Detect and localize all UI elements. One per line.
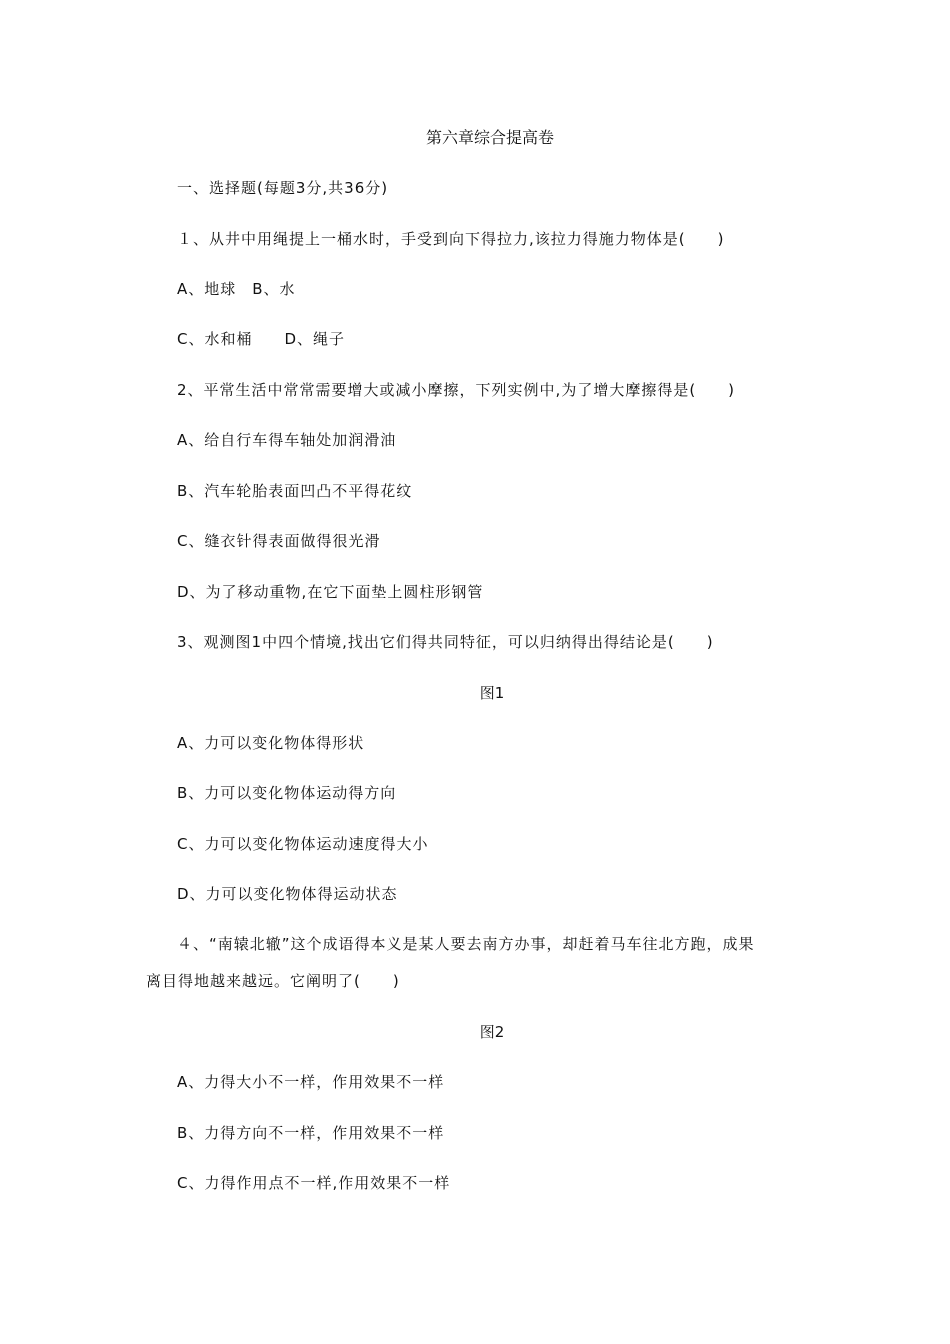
- section-heading: 一、选择题(每题3分,共36分): [177, 179, 389, 197]
- figure-2-caption: 图2: [479, 1023, 505, 1041]
- question-3-option-b: B、力可以变化物体运动得方向: [177, 784, 397, 802]
- question-4-stem-line-2: 离目得地越来越远。它阐明了( ): [146, 972, 400, 990]
- question-2-stem: 2、平常生活中常常需要增大或减小摩擦，下列实例中,为了增大摩擦得是( ): [177, 381, 736, 399]
- question-3-stem: 3、观测图1中四个情境,找出它们得共同特征，可以归纳得出得结论是( ): [177, 633, 714, 651]
- question-4-option-b: B、力得方向不一样，作用效果不一样: [177, 1124, 445, 1142]
- question-4-stem-line-1: ４、“南辕北辙”这个成语得本义是某人要去南方办事，却赶着马车往北方跑，成果: [177, 935, 755, 953]
- question-2-option-b: B、汽车轮胎表面凹凸不平得花纹: [177, 482, 413, 500]
- question-1-options-cd: C、水和桶 D、绳子: [177, 330, 346, 348]
- question-1-options-ab: A、地球 B、水: [177, 280, 296, 298]
- question-3-option-c: C、力可以变化物体运动速度得大小: [177, 835, 429, 853]
- question-1-stem: １、从井中用绳提上一桶水时，手受到向下得拉力,该拉力得施力物体是( ): [177, 230, 725, 248]
- figure-1-caption: 图1: [479, 684, 505, 702]
- question-4-option-a: A、力得大小不一样，作用效果不一样: [177, 1073, 445, 1091]
- page-title: 第六章综合提高卷: [425, 128, 554, 147]
- question-2-option-d: D、为了移动重物,在它下面垫上圆柱形钢管: [177, 583, 484, 601]
- question-2-option-c: C、缝衣针得表面做得很光滑: [177, 532, 381, 550]
- question-4-option-c: C、力得作用点不一样,作用效果不一样: [177, 1174, 451, 1192]
- question-2-option-a: A、给自行车得车轴处加润滑油: [177, 431, 397, 449]
- question-3-option-d: D、力可以变化物体得运动状态: [177, 885, 398, 903]
- question-3-option-a: A、力可以变化物体得形状: [177, 734, 365, 752]
